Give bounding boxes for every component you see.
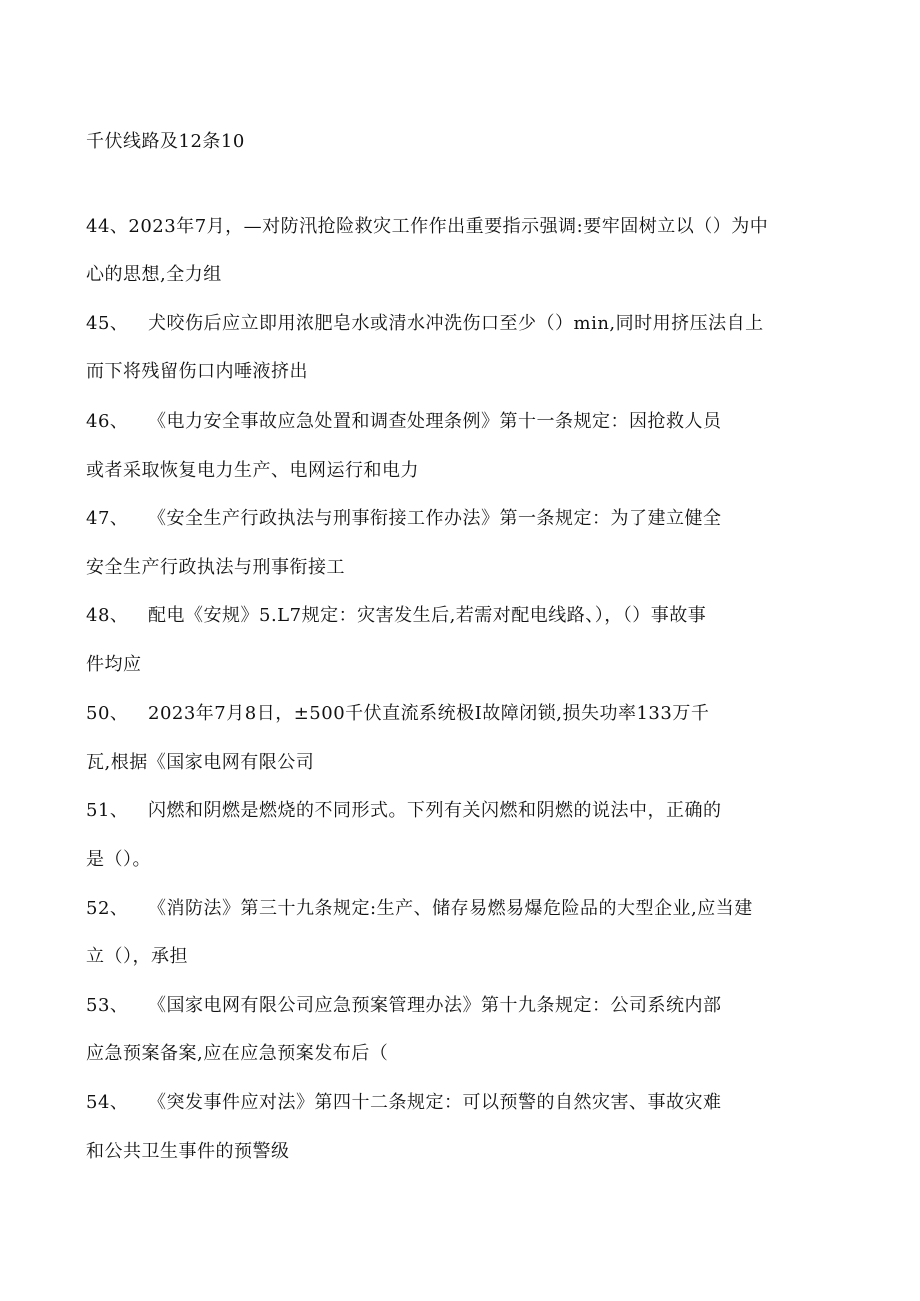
question-48-line-1 <box>86 604 706 628</box>
text-line-content: 心的思想,全力组 <box>86 264 222 285</box>
question-text: 《突发事件应对法》第四十二条规定：可以预警的自然灾害、事故灾难 <box>148 1092 722 1113</box>
question-text: 《安全生产行政执法与刑事衔接工作办法》第一条规定：为了建立健全 <box>148 508 722 529</box>
question-48-line-2 <box>86 653 142 677</box>
question-45-line-1 <box>86 312 764 336</box>
question-number: 50、 <box>86 703 129 724</box>
question-45-line-2 <box>86 360 308 384</box>
question-50-line-1 <box>86 702 709 726</box>
question-52-line-1 <box>86 897 753 921</box>
question-number: 47、 <box>86 508 129 529</box>
question-number: 46、 <box>86 411 129 432</box>
question-number: 54、 <box>86 1092 129 1113</box>
question-53-line-2 <box>86 1042 388 1066</box>
question-46-line-2 <box>86 459 419 483</box>
question-47-line-2 <box>86 556 345 580</box>
question-46-line-1 <box>86 410 722 434</box>
text-line-content: 件均应 <box>86 654 142 675</box>
text-line <box>86 130 245 154</box>
question-text: 2023年7月8日，±500千伏直流系统极I故障闭锁,损失功率133万千 <box>148 703 710 724</box>
question-text: 配电《安规》5.L7规定：灾害发生后,若需对配电线路、），（）事故事 <box>148 605 707 626</box>
text-line-content: 和公共卫生事件的预警级 <box>86 1141 290 1162</box>
question-text: 《国家电网有限公司应急预案管理办法》第十九条规定：公司系统内部 <box>148 995 722 1016</box>
question-number: 45、 <box>86 313 129 334</box>
question-number: 48、 <box>86 605 129 626</box>
text-line-content: 是（）。 <box>86 849 151 870</box>
question-54-line-1 <box>86 1091 722 1115</box>
question-53-line-1 <box>86 994 722 1018</box>
text-line-content: 或者采取恢复电力生产、电网运行和电力 <box>86 460 419 481</box>
question-text: 《电力安全事故应急处置和调查处理条例》第十一条规定：因抢救人员 <box>148 411 722 432</box>
text-line-content: 应急预案备案,应在应急预案发布后（ <box>86 1043 389 1064</box>
text-line-content: 立（），承担 <box>86 946 188 967</box>
question-text: 闪燃和阴燃是燃烧的不同形式。下列有关闪燃和阴燃的说法中，正确的 <box>148 800 722 821</box>
question-47-line-1 <box>86 507 722 531</box>
question-text: 犬咬伤后应立即用浓肥皂水或清水冲洗伤口至少（）min,同时用挤压法自上 <box>148 313 764 334</box>
question-number: 51、 <box>86 800 129 821</box>
question-52-line-2 <box>86 945 188 969</box>
question-44-line-2 <box>86 263 222 287</box>
text-line-content: 千伏线路及12条10 <box>86 131 245 152</box>
question-54-line-2 <box>86 1140 290 1164</box>
question-51-line-1 <box>86 799 722 823</box>
question-text: 《消防法》第三十九条规定:生产、储存易燃易爆危险品的大型企业,应当建 <box>148 898 753 919</box>
question-51-line-2 <box>86 848 151 872</box>
text-line-content: 安全生产行政执法与刑事衔接工 <box>86 557 345 578</box>
text-line-content: 瓦,根据《国家电网有限公司 <box>86 752 315 773</box>
question-number: 53、 <box>86 995 129 1016</box>
question-44-line-1 <box>86 215 768 239</box>
question-number: 52、 <box>86 898 129 919</box>
question-50-line-2 <box>86 751 314 775</box>
text-line-content: 44、2023年7月，—对防汛抢险救灾工作作出重要指示强调:要牢固树立以（）为中 <box>86 216 769 237</box>
text-line-content: 而下将残留伤口内唾液挤出 <box>86 361 308 382</box>
